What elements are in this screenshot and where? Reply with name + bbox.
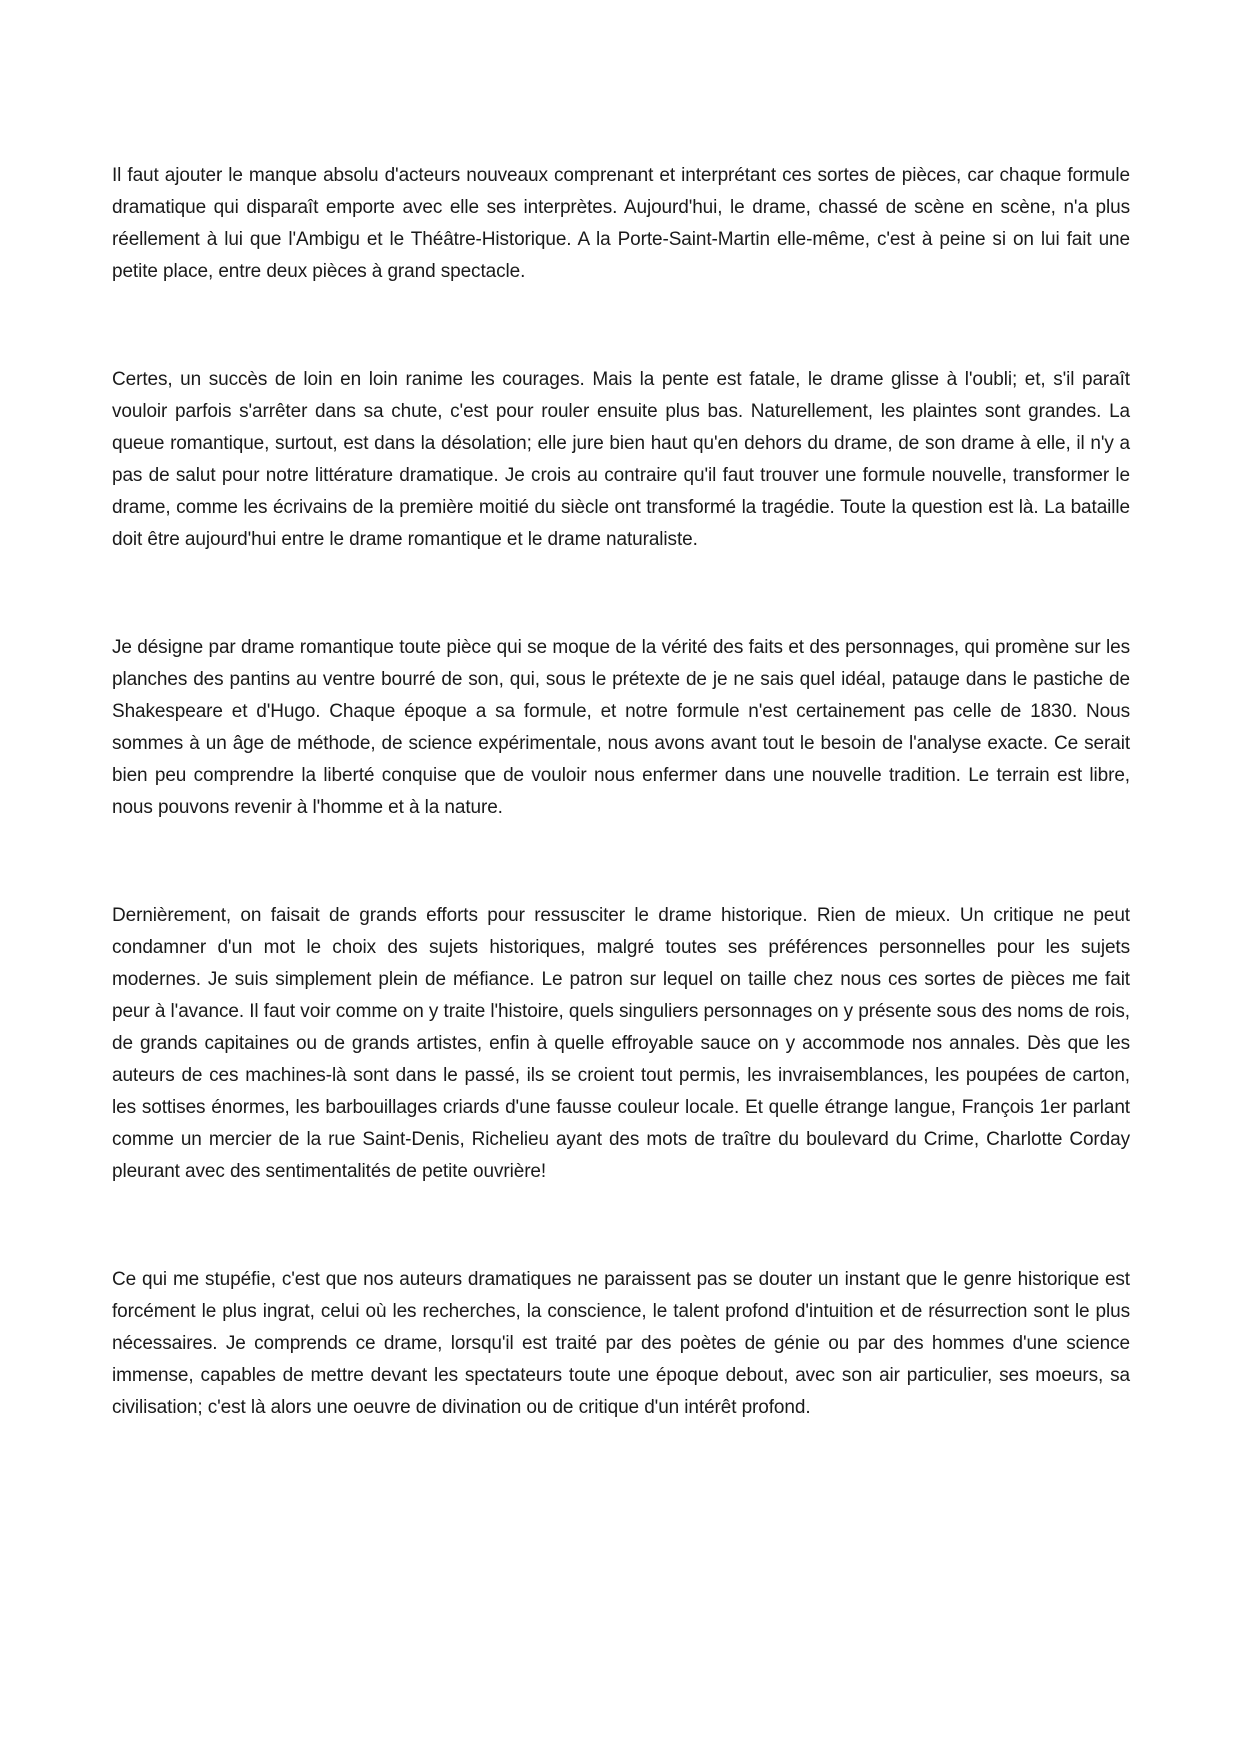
paragraph-3: Je désigne par drame romantique toute pièce qui se moque de la vérité des faits et des personnages, qui promène sur les planches des pantins au ventre bourré de son, qui, sous le prétexte de je ne sais quel idéal, patauge dans le pastiche de Shakespeare et d'Hugo. Chaque époque a sa formule, et notre formule n'est certainement pas celle de 1830. Nous sommes à un âge de méthode, de science expérimentale, nous avons avant tout le besoin de l'analyse exacte. Ce serait bien peu comprendre la liberté conquise que de vouloir nous enfermer dans une nouvelle tradition. Le terrain est libre, nous pouvons revenir à l'homme et à la nature. [112, 637, 1130, 818]
paragraph-2: Certes, un succès de loin en loin ranime les courages. Mais la pente est fatale, le drame glisse à l'oubli; et, s'il paraît vouloir parfois s'arrêter dans sa chute, c'est pour rouler ensuite plus bas. Naturellement, les plaintes sont grandes. La queue romantique, surtout, est dans la désolation; elle jure bien haut qu'en dehors du drame, de son drame à elle, il n'y a pas de salut pour notre littérature dramatique. Je crois au contraire qu'il faut trouver une formule nouvelle, transformer le drame, comme les écrivains de la première moitié du siècle ont transformé la tragédie. Toute la question est là. La bataille doit être aujourd'hui entre le drame romantique et le drame naturaliste. [112, 369, 1130, 550]
paragraph-4: Dernièrement, on faisait de grands efforts pour ressusciter le drame historique. Rien de mieux. Un critique ne peut condamner d'un mot le choix des sujets historiques, malgré toutes ses préférences personnelles pour les sujets modernes. Je suis simplement plein de méfiance. Le patron sur lequel on taille chez nous ces sortes de pièces me fait peur à l'avance. Il faut voir comme on y traite l'histoire, quels singuliers personnages on y présente sous des noms de rois, de grands capitaines ou de grands artistes, enfin à quelle effroyable sauce on y accommode nos annales. Dès que les auteurs de ces machines-là sont dans le passé, ils se croient tout permis, les invraisemblances, les poupées de carton, les sottises énormes, les barbouillages criards d'une fausse couleur locale. Et quelle étrange langue, François 1er parlant comme un mercier de la rue Saint-Denis, Richelieu ayant des mots de traître du boulevard du Crime, Charlotte Corday pleurant avec des sentimentalités de petite ouvrière! [112, 905, 1130, 1182]
paragraph-5: Ce qui me stupéfie, c'est que nos auteurs dramatiques ne paraissent pas se douter un instant que le genre historique est forcément le plus ingrat, celui où les recherches, la conscience, le talent profond d'intuition et de résurrection sont le plus nécessaires. Je comprends ce drame, lorsqu'il est traité par des poètes de génie ou par des hommes d'une science immense, capables de mettre devant les spectateurs toute une époque debout, avec son air particulier, ses moeurs, sa civilisation; c'est là alors une oeuvre de divination ou de critique d'un intérêt profond. [112, 1269, 1130, 1418]
text-column [112, 160, 1130, 1424]
paragraph-1: Il faut ajouter le manque absolu d'acteurs nouveaux comprenant et interprétant ces sortes de pièces, car chaque formule dramatique qui disparaît emporte avec elle ses interprètes. Aujourd'hui, le drame, chassé de scène en scène, n'a plus réellement à lui que l'Ambigu et le Théâtre-Historique. A la Porte-Saint-Martin elle-même, c'est à peine si on lui fait une petite place, entre deux pièces à grand spectacle. [112, 165, 1130, 282]
